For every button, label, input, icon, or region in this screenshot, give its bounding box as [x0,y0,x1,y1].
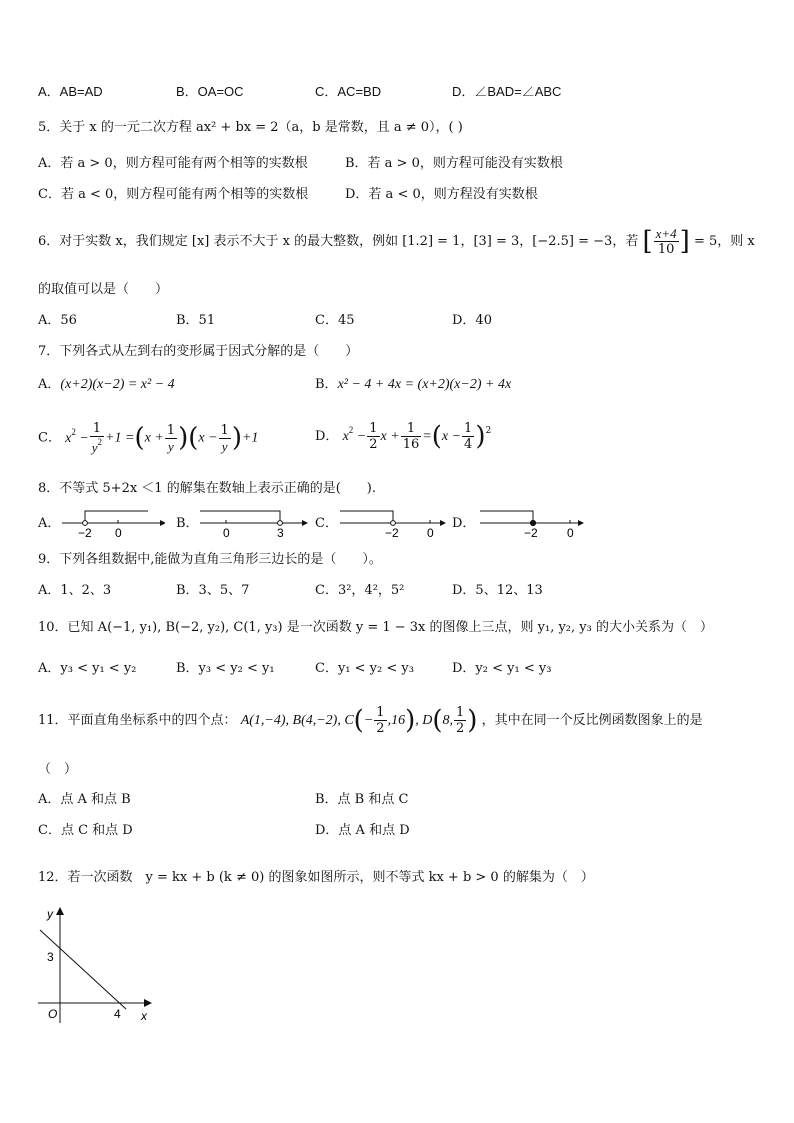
q7-a-expr: (x+2)(x−2) = x² − 4 [60,377,175,392]
q6-option-a: A．56 [38,313,77,328]
q10-option-a: A．y₃ < y₁ < y₂ [38,661,137,676]
q6-stem-line1: 6．对于实数 x，我们规定 [x] 表示不大于 x 的最大整数，例如 [1.2] = 1，[3] = 3，[−2.5] = −3，若 [ $\frac{x+4}{10}$ ] = 5，则 x [38,226,755,257]
q9-stem: 9．下列各组数据中,能做为直角三角形三边长的是（ ）。 [38,552,382,567]
q9-option-a: A．1、2、3 [38,583,112,598]
svg-text:3: 3 [277,526,284,540]
svg-text:0: 0 [567,526,574,540]
q8-option-c-label: C． [315,516,338,531]
q4-option-a: A．AB=AD [38,84,103,99]
origin-label: O [48,1007,58,1021]
q7-option-a: A．(x+2)(x−2) = x² − 4 [38,377,175,392]
q10-option-d: D．y₂ < y₁ < y₃ [452,661,552,676]
q7-option-d: D． $x^2$ − $\frac{1}{2}$ x + $\frac{1}{16}$ =(x − $\frac{1}{4}$ )$^2$ [315,421,492,452]
q8-stem: 8．不等式 5+2x ＜1 的解集在数轴上表示正确的是( ). [38,481,376,496]
q9-option-d: D．5、12、13 [452,583,543,598]
q8-number-line-c [338,506,448,540]
svg-text:−2: −2 [78,526,92,540]
q6-stem-pre: 6．对于实数 x，我们规定 [x] 表示不大于 x 的最大整数，例如 [1.2] = 1，[3] = 3，[−2.5] = −3，若 [38,234,639,249]
q11-option-b: B．点 B 和点 C [315,792,409,807]
q10-stem: 10．已知 A(−1, y₁), B(−2, y₂), C(1, y₃) 是一次函数 y = 1 − 3x 的图像上三点，则 y₁, y₂, y₃ 的大小关系为（ ） [38,620,713,635]
q11-stem-line1: 11．平面直角坐标系中的四个点： A(1,−4), B(4,−2), C(− $\frac{1}{2}$ ,16), D(8, $\frac{1}{2}$ ) ，其中在同一个反比例函数图象上的是 [38,705,703,736]
y-intercept-label: 3 [47,950,54,964]
q6-option-c: C．45 [315,313,355,328]
q12-graph [30,905,160,1030]
svg-text:−2: −2 [524,526,538,540]
q8-option-d-label: D． [452,516,476,531]
q11-option-d: D．点 A 和点 D [315,823,410,838]
y-axis-label: y [47,907,53,921]
x-axis-label: x [141,1009,147,1023]
q7-stem: 7．下列各式从左到右的变形属于因式分解的是（ ） [38,344,359,359]
q9-option-c: C．3²，4²，5² [315,583,405,598]
q7-option-c: C． $x^2$ − $\frac{1}{y^2}$ +1 =(x + $\frac{1}{y}$ )(x − $\frac{1}{y}$ )+1 [38,421,259,455]
function-line [40,930,126,1009]
q5-option-b: B．若 a > 0，则方程可能没有实数根 [345,156,563,171]
q4-option-b: B．OA=OC [176,84,244,99]
q5-stem: 5．关于 x 的一元二次方程 ax² + bx = 2（a，b 是常数，且 a ≠ 0），( ) [38,120,463,135]
q8-number-line-d [478,506,588,540]
svg-text:0: 0 [223,526,230,540]
q8-number-line-b [198,506,308,540]
q8-option-a-label: A． [38,516,61,531]
q6-option-d: D．40 [452,313,492,328]
svg-text:0: 0 [115,526,122,540]
q6-fraction: $\frac{x+4}{10}$ [655,226,677,257]
q11-option-a: A．点 A 和点 B [38,792,131,807]
q7-b-expr: x² − 4 + 4x = (x+2)(x−2) + 4x [337,377,512,392]
q11-stem-line2: （ ） [38,762,78,777]
q11-stem-pre: 11．平面直角坐标系中的四个点： [38,713,237,728]
svg-text:0: 0 [427,526,434,540]
q7-option-b: B．x² − 4 + 4x = (x+2)(x−2) + 4x [315,377,512,392]
x-intercept-label: 4 [114,1007,121,1021]
q8-option-b-label: B． [176,516,199,531]
q5-option-a: A．若 a > 0，则方程可能有两个相等的实数根 [38,156,308,171]
q10-option-c: C．y₁ < y₂ < y₃ [315,661,414,676]
svg-text:−2: −2 [385,526,399,540]
q11-stem-post: ，其中在同一个反比例函数图象上的是 [481,713,703,728]
q6-stem-line2: 的取值可以是（ ） [38,282,169,297]
q11-option-c: C．点 C 和点 D [38,823,133,838]
q9-option-b: B．3、5、7 [176,583,250,598]
q10-option-b: B．y₃ < y₂ < y₁ [176,661,275,676]
q4-option-c: C．AC=BD [315,84,382,99]
q5-option-c: C．若 a < 0，则方程可能有两个相等的实数根 [38,187,309,202]
q4-option-d: D．∠BAD=∠ABC [452,84,562,99]
q6-option-b: B．51 [176,313,216,328]
q8-number-line-a [60,506,165,540]
q12-stem: 12．若一次函数 y = kx + b (k ≠ 0) 的图象如图所示，则不等式 kx + b > 0 的解集为（ ） [38,870,594,885]
q6-stem-post: = 5，则 x [693,234,755,249]
q5-option-d: D．若 a < 0，则方程没有实数根 [345,187,538,202]
